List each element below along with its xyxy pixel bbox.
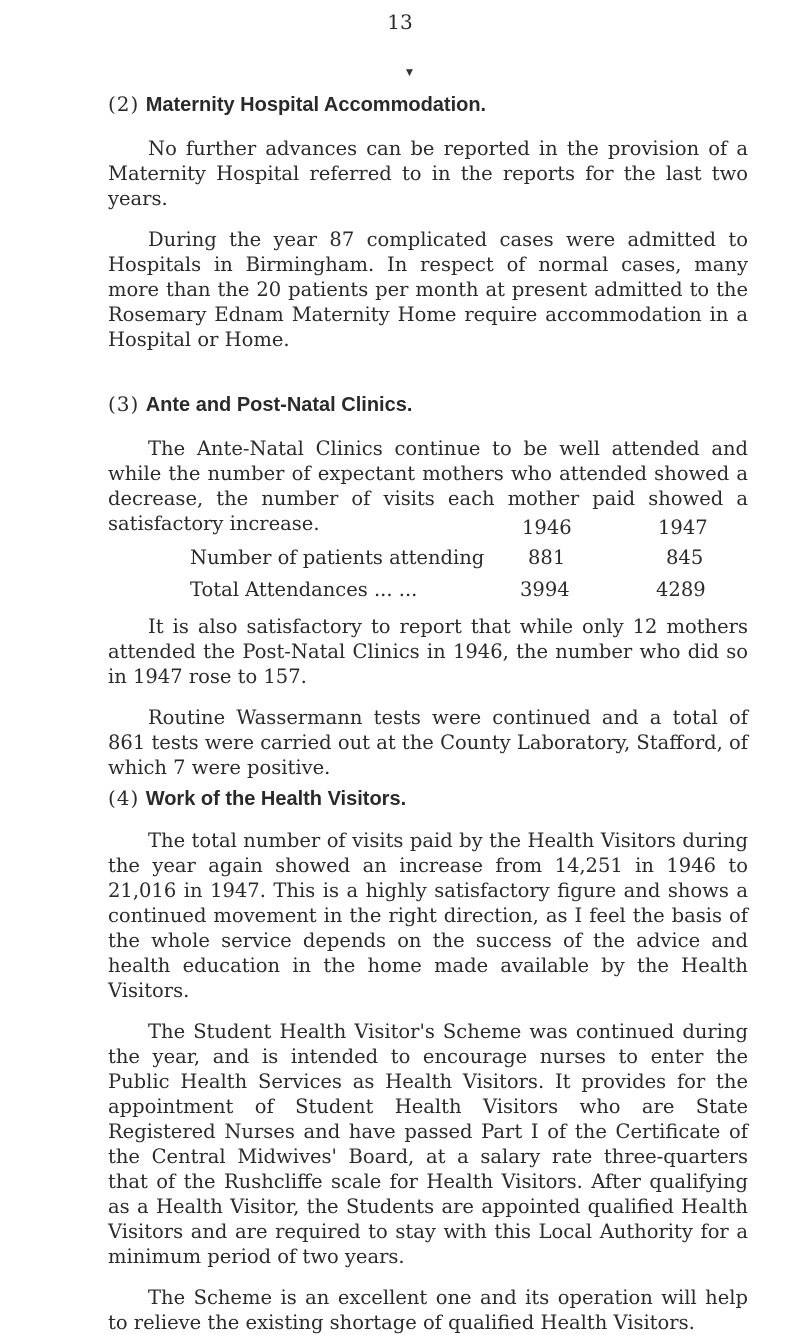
section-3-title: Ante and Post-Natal Clinics. (145, 394, 413, 416)
table-cell: 4289 (656, 578, 706, 601)
section-2-body (108, 136, 748, 352)
section-4-paragraph-1: The total number of visits paid by the Health Visitors during the year again showed an increase from 14,251 in 1946 to 21,016 in 1947. This is a highly satisfactory figure and shows a continued movement in the right direction, as I feel the basis of the whole service depends on the success of the advice and health education in the home made available by the Health Visitors. (108, 829, 748, 1002)
section-3-intro-text: The Ante-Natal Clinics continue to be well attended and while the number of expectant mothers who attended showed a decrease, the number of visits each mother paid showed a satisfactory increase. (108, 437, 748, 535)
table-header-1946: 1946 (522, 516, 572, 539)
section-3-paragraph-1: It is also satisfactory to report that while only 12 mothers attended the Post-Natal Clinics in 1946, the number who did so in 1947 rose to 157. (108, 615, 748, 688)
section-3-intro (108, 436, 748, 536)
section-2-paragraph-2: During the year 87 complicated cases were admitted to Hospitals in Birmingham. In respect of normal cases, many more than the 20 patients per month at present admitted to the Rosemary Ednam Maternity Home require accommodation in a Hospital or Home. (108, 228, 748, 351)
section-3-paragraph-2: Routine Wassermann tests were continued and a total of 861 tests were carried out at the County Laboratory, Stafford, of which 7 were positive. (108, 706, 748, 779)
table-cell: 845 (666, 546, 704, 569)
table-row-label: Total Attendances ... ... (190, 578, 418, 601)
section-3-body (108, 614, 748, 780)
marker-glyph: ▼ (406, 68, 413, 78)
section-4-paragraph-2: The Student Health Visitor's Scheme was continued during the year, and is intended to encourage nurses to enter the Public Health Services as Health Visitors. It provides for the appointment of Student Health Visitors who are State Registered Nurses and have passed Part I of the Certificate of the Central Midwives' Board, at a salary rate three-quarters that of the Rushcliffe scale for Health Visitors. After qualifying as a Health Visitor, the Students are appointed qualified Health Visitors and are required to stay with this Local Authority for a minimum period of two years. (108, 1020, 748, 1268)
table-header-1947: 1947 (658, 516, 708, 539)
section-4-number: (4) (108, 786, 140, 810)
section-3-heading (108, 392, 412, 417)
section-2-heading (108, 92, 486, 117)
section-2-number: (2) (108, 92, 140, 116)
section-2-title: Maternity Hospital Accommodation. (145, 94, 487, 116)
section-4-title: Work of the Health Visitors. (145, 788, 407, 810)
section-3-number: (3) (108, 392, 140, 416)
section-4-heading (108, 786, 406, 811)
page-number: 13 (387, 10, 413, 34)
table-row-label: Number of patients attending (190, 546, 485, 569)
table-cell: 881 (528, 546, 566, 569)
section-4-body (108, 828, 748, 1335)
section-2-paragraph-1: No further advances can be reported in the provision of a Maternity Hospital referred to in the reports for the last two years. (108, 137, 748, 210)
section-4-paragraph-3: The Scheme is an excellent one and its operation will help to relieve the existing shortage of qualified Health Visitors. (108, 1286, 748, 1334)
table-cell: 3994 (520, 578, 570, 601)
